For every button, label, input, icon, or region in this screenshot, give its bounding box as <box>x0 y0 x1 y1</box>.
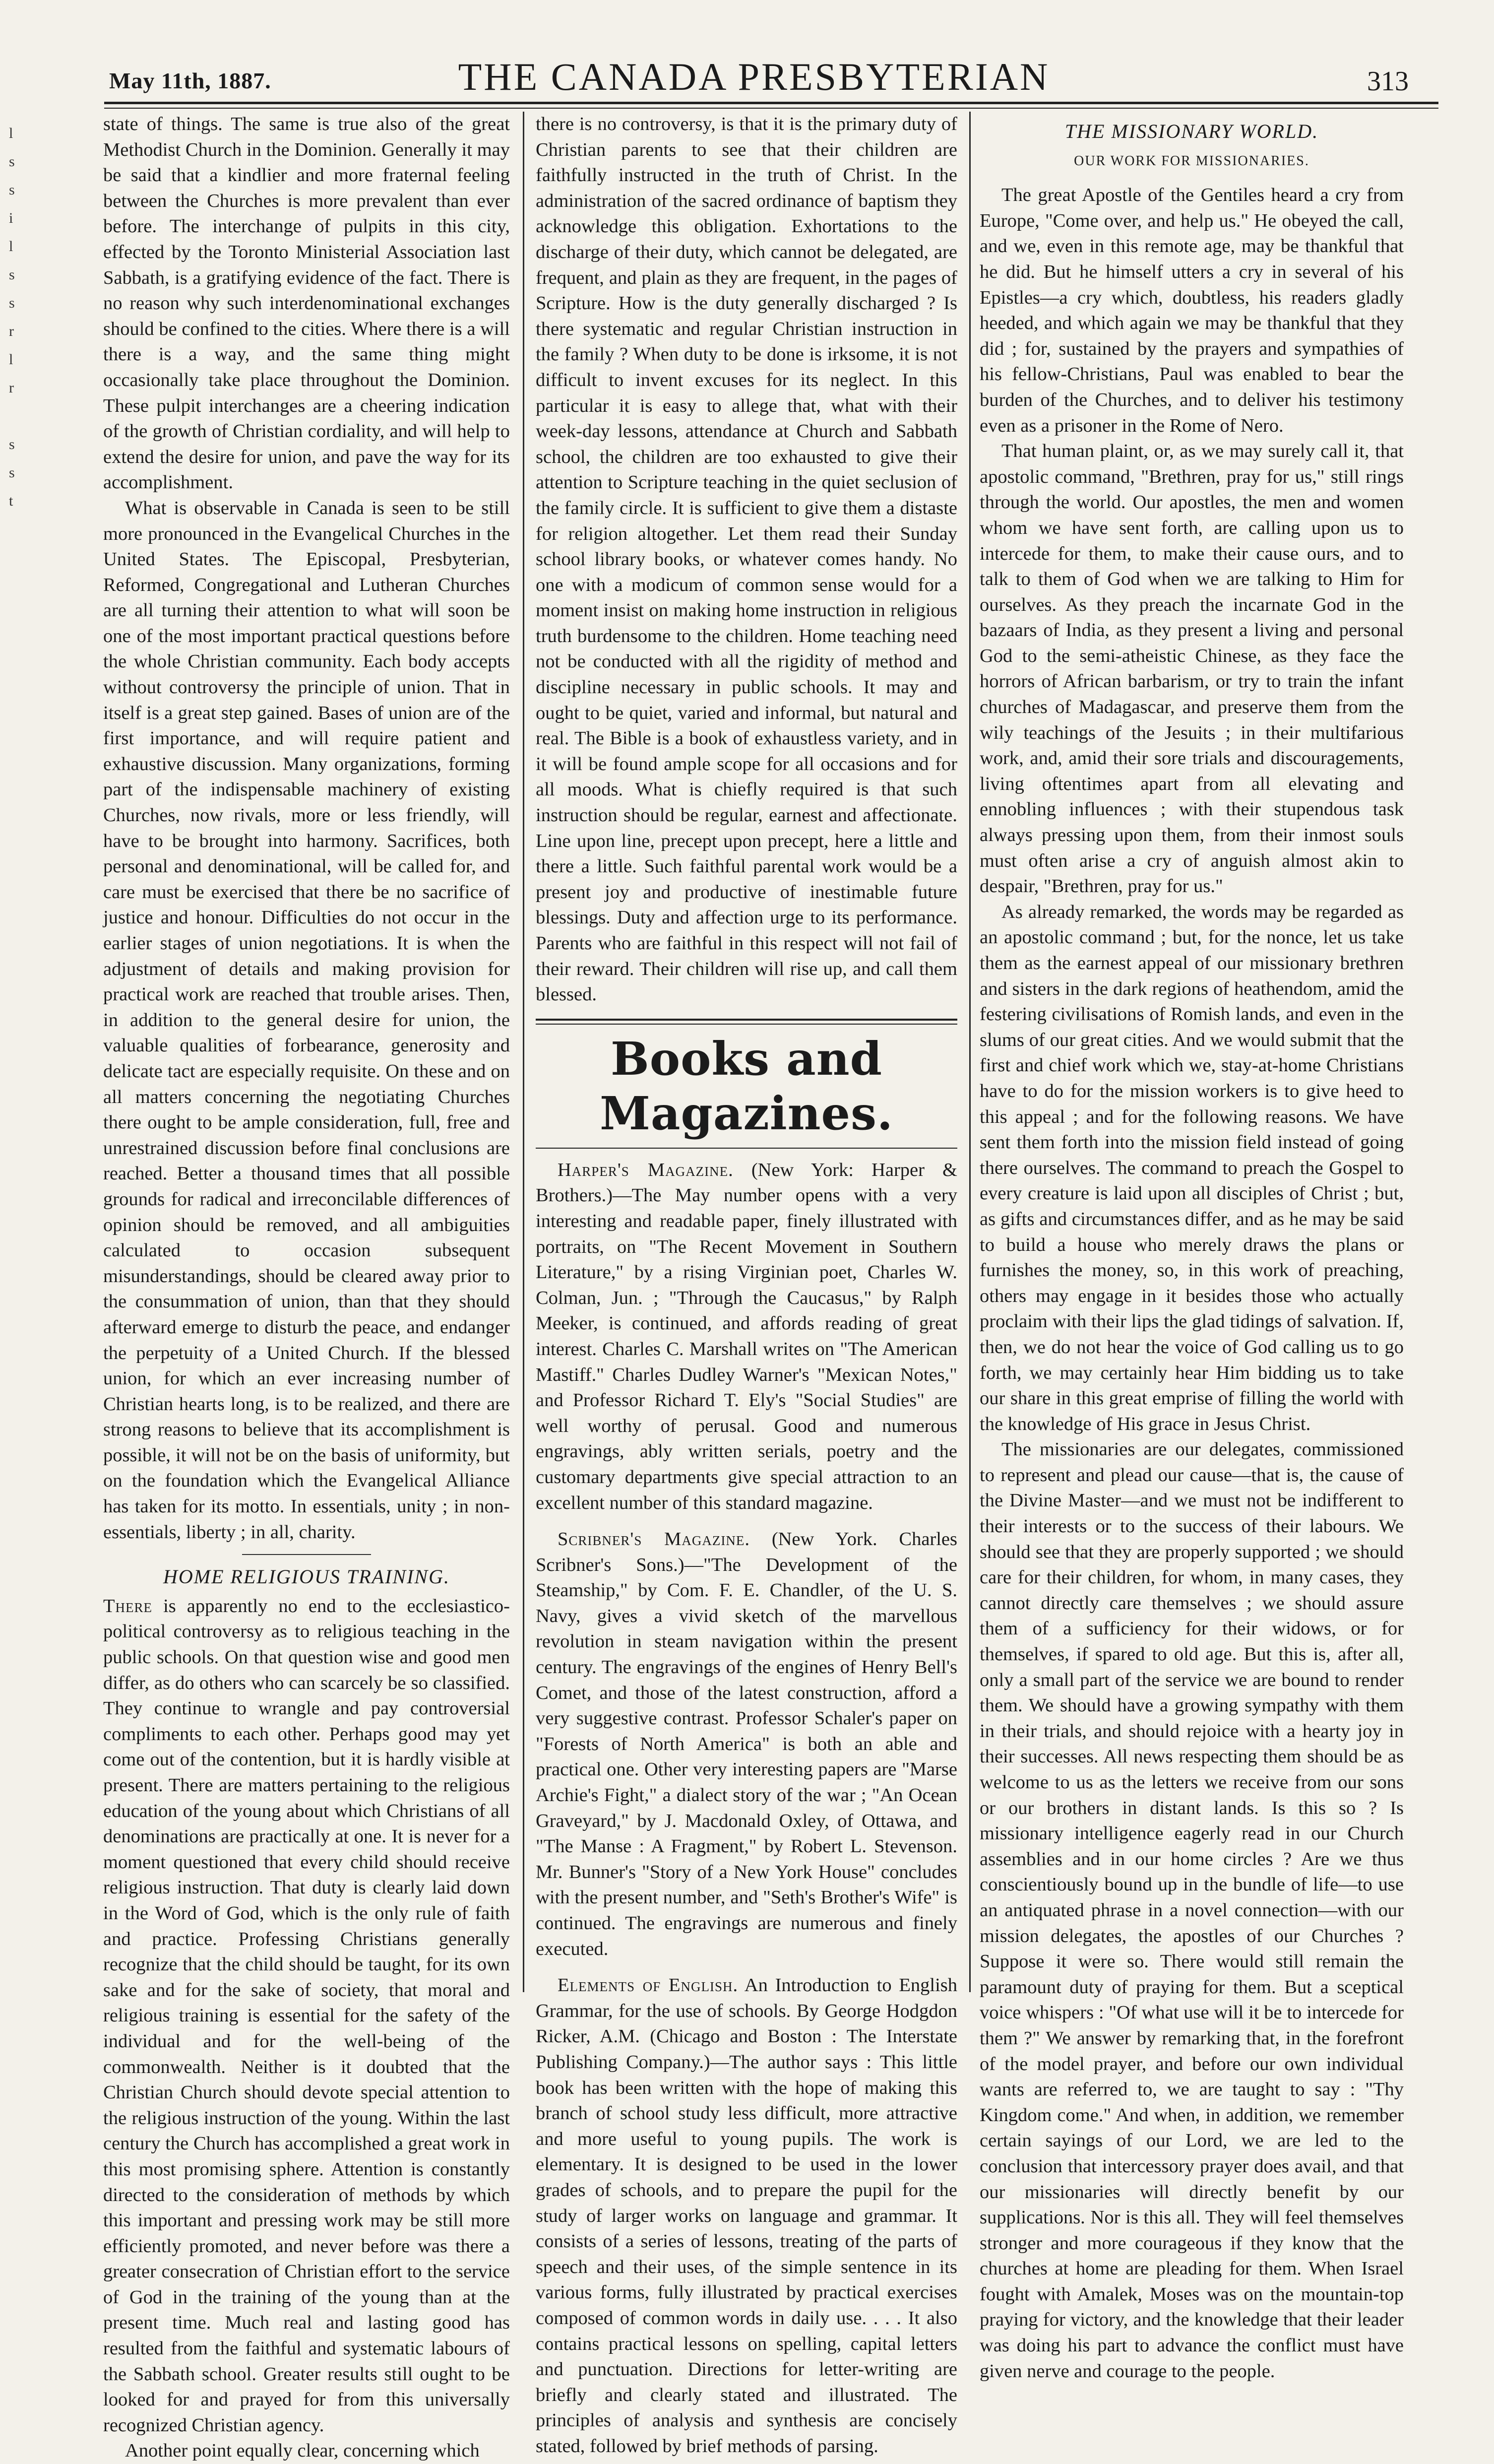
margin-mark: s <box>9 464 15 481</box>
article-paragraph: What is observable in Canada is seen to be still more pronounced in the Evangelical Churches in the United States. The Episcopal, Presbyterian, Reformed, Congregational and Lutheran Churches are all turning their attention to what will soon be one of the most important practical questions before the whole Christian community. Each body accepts without controversy the principle of union. That in itself is a great step gained. Bases of union are of the first importance, and will require patient and exhaustive discussion. Many organizations, forming part of the indispensable machinery of existing Churches, now rivals, more or less friendly, will have to be brought into harmony. Sacrifices, both personal and denominational, will be called for, and care must be exercised that there be no sacrifice of justice and honour. Difficulties do not occur in the earlier stages of union negotiations. It is when the adjustment of details and making provision for practical work are reached that trouble arises. Then, in addition to the general desire for union, the valuable qualities of forbearance, generosity and delicate tact are especially requisite. On these and on all matters concerning the negotiating Churches there ought to be ample consideration, full, free and unrestrained discussion before final conclusions are reached. Better a thousand times that all possible grounds for radical and irreconcilable differences of opinion should be removed, and all ambiguities calculated to occasion subsequent misunderstandings, should be cleared away prior to the consummation of union, than that they should afterward emerge to disturb the peace, and endanger the perpetuity of a United Church. If the blessed union, for which an ever increasing number of Christian hearts long, is to be realized, and there are strong reasons to believe that its accomplishment is possible, it will not be on the basis of uniformity, but on the foundation which the Evangelical Alliance has taken for its motto. In essentials, unity ; in non-essentials, liberty ; in all, charity. <box>103 497 510 1543</box>
column-1 <box>103 112 510 2462</box>
margin-mark: t <box>9 493 13 509</box>
margin-mark <box>9 402 29 430</box>
margin-mark: s <box>9 436 15 453</box>
margin-mark: s <box>9 266 15 283</box>
article-paragraph: As already remarked, the words may be regarded as an apostolic command ; but, for the nonce, let us take them as the earnest appeal of our missionary brethren and sisters in the dark regions of heathendom, amid the festering civilisations of Romish lands, and even in the slums of our great cities. And we would submit that the first and chief work which we, stay-at-home Christians have to do for the mission workers is to give heed to this appeal ; and for the following reasons. We have sent them forth into the mission field instead of going there ourselves. The command to preach the Gospel to every creature is laid upon all disciples of Christ ; but, as gifts and circumstances differ, and as he may be said to build a house who merely draws the plans or furnishes the money, so, in this work of preaching, others may engage in it besides those who actually proclaim with their lips the glad tidings of salvation. If, then, we do not hear the voice of God calling us to go forth, we may certainly hear Him bidding us to take our share in this great emprise of filling the world with the knowledge of His grace in Jesus Christ. <box>980 901 1404 1434</box>
margin-mark: r <box>9 323 14 339</box>
margin-marks <box>9 119 29 515</box>
review-paragraph <box>536 1158 957 1516</box>
article-paragraph: Another point equally clear, concerning which <box>125 2440 480 2462</box>
section-heading-missionary-world: THE MISSIONARY WORLD. <box>1064 120 1319 142</box>
review-paragraph <box>536 1527 957 1962</box>
column-3 <box>980 112 1404 2382</box>
margin-mark: s <box>9 182 15 198</box>
review-title: Harper's Magazine. <box>558 1159 734 1180</box>
margin-mark: l <box>9 351 13 368</box>
margin-mark: l <box>9 238 13 255</box>
article-paragraph: there is no controversy, is that it is the primary duty of Christian parents to see that their children are faithfully instructed in the truth of Christ. In the administration of the sacred ordinance of baptism they acknowledge this obligation. Exhortations to the discharge of their duty, which cannot be delegated, are frequent, and plain as they are frequent, in the pages of Scripture. How is the duty generally discharged ? Is there systematic and regular Christian instruction in the family ? When duty to be done is irksome, it is not difficult to invent excuses for its neglect. In this particular it is easy to allege that, what with their week-day lessons, attendance at Church and Sabbath school, the children are too exhausted to give their attention to Scripture teaching in the quiet seclusion of the family circle. It is sufficient to give them a distaste for religion altogether. Let them read their Sunday school library books, or whatever comes handy. No one with a modicum of common sense would for a moment insist on making home instruction in religious truth burdensome to the children. Home teaching need not be conducted with all the rigidity of method and discipline necessary in public schools. It may and ought to be quiet, varied and informal, but natural and real. The Bible is a book of exhaustless variety, and in it will be found ample scope for all occasions and for all moods. What is chiefly required is that such instruction should be regular, earnest and affectionate. Line upon line, precept upon precept, here a little and there a little. Such faithful parental work would be a present joy and productive of inestimable future blessings. Duty and affection urge to its performance. Parents who are faithful in this respect will not fail of their reward. Their children will rise up, and call them blessed. <box>536 114 957 1005</box>
page-number: 313 <box>1367 66 1409 97</box>
article-paragraph: The missionaries are our delegates, commissioned to represent and plead our cause—that is, the cause of the Divine Master—and we must not be indifferent to their interests or to the success of their labours. We should see that they are properly supported ; we should care for their children, for whom, in many cases, they cannot directly care themselves ; we should assure them of a sufficiency for their widows, or for themselves, if spared to old age. But this is, after all, only a small part of the service we are bound to render them. We should have a growing sympathy with them in their trials, and should rejoice with a hearty joy in their successes. All news respecting them should be as welcome to us as the letters we receive from our sons or our brothers in distant lands. Is this so ? Is missionary intelligence eagerly read in our Church assemblies and in our home circles ? Are we thus conscientiously bound up in the bundle of life—to use an antiquated phrase in a novel connection—with our mission delegates, the apostles of our Churches ? Suppose it were so. There would still remain the paramount duty of praying for them. But a sceptical voice whispers : "Of what use will it be to intercede for them ?" We answer by remarking that, in the forefront of the model prayer, and before our own individual wants are referred to, we are taught to say : "Thy Kingdom come." And when, in addition, we remember certain sayings of our Lord, we are led to the conclusion that intercessory prayer does avail, and that our missionaries will directly benefit by our supplications. Nor is this all. They will feel themselves stronger and more courageous if they know that the churches at home are pleading for them. When Israel fought with Amalek, Moses was on the mountain-top praying for victory, and the knowledge that their leader was doing his part to advance the conflict must have given nerve and courage to the people. <box>980 1439 1404 2382</box>
article-paragraph: state of things. The same is true also of the great Methodist Church in the Dominion. Generally it may be said that a kindlier and more fraternal feeling between the Churches is more prevalent than ever before. The interchange of pulpits in this city, effected by the Toronto Ministerial Association last Sabbath, is a gratifying evidence of the fact. There is no reason why such interdenominational exchanges should be confined to the cities. Where there is a will there is a way, and the same thing might occasionally take place throughout the Dominion. These pulpit interchanges are a cheering indication of the growth of Christian cordiality, and will help to extend the desire for union, and pave the way for its accomplishment. <box>103 114 510 493</box>
article-paragraph: That human plaint, or, as we may surely call it, that apostolic command, "Brethren, pray for us," still rings through the world. Our apostles, the men and women whom we have sent forth, are calling upon us to intercede for them, to make their cause ours, and to talk to them of God when we are talking to Him for ourselves. As they preach the incarnate God in the bazaars of India, as they present a living and personal God to the semi-atheistic Chinese, as they face the horrors of African barbarism, or try to train the infant churches of Madagascar, and preserve them from the wily teachings of the Jesuits ; in their multifarious work, and, amid their sore trials and discouragements, living oftentimes apart from all elevating and ennobling influences ; with their stupendous task always pressing upon them, from their inmost souls must often arise a cry of anguish almost akin to despair, "Brethren, pray for us." <box>980 441 1404 897</box>
masthead-rule <box>104 102 1438 104</box>
margin-mark: s <box>9 153 15 170</box>
section-rule-thin <box>536 1024 957 1025</box>
masthead-rule-thin <box>104 108 1438 109</box>
review-title: Elements of English. <box>558 1975 739 1996</box>
article-paragraph <box>103 1594 510 2439</box>
books-and-magazines-heading: Books and Magazines. <box>600 1032 893 1140</box>
paragraph-text: is apparently no end to the ecclesiastico-political controversy as to religious teaching in the public schools. On that question wise and good men differ, as do others who can scarcely be so classified. They continue to wrangle and pay controversial compliments to each other. Perhaps good may yet come out of the contention, but it is hardly visible at present. There are matters pertaining to the religious education of the young about which Christians of all denominations are practically at one. It is never for a moment questioned that every child should receive religious instruction. That duty is clearly laid down in the Word of God, which is the only rule of faith and practice. Professing Christians generally recognize that the child should be taught, for its own sake and for the sake of society, that moral and religious training is essential for the safety of the individual and for the well-being of the commonwealth. Neither is it doubted that the Christian Church should devote special attention to the religious instruction of the young. Within the last century the Church has accomplished a great work in this most promising sphere. Attention is constantly directed to the consideration of methods by which this important and pressing work may be still more efficiently promoted, and never before was there a greater consecration of Christian effort to the service of God in the training of the young than at the present time. Much real and lasting good has resulted from the faithful and systematic labours of the Sabbath school. Greater results still ought to be looked for and prayed for from this universally recognized Christian agency. <box>103 1595 510 2436</box>
issue-date: May 11th, 1887. <box>109 68 271 93</box>
section-rule <box>536 1148 957 1149</box>
review-text: (New York. Charles Scribner's Sons.)—"The Development of the Steamship," by Com. F. E. Chandler, of the U. S. Navy, gives a vivid sketch of the marvellous revolution in steam navigation within the present century. The engravings of the engines of Henry Bell's Comet, and those of the latest construction, afford a very suggestive contrast. Professor Schaler's paper on "Forests of North America" is both an able and practical one. Other very interesting papers are "Marse Archie's Fight," a dialect story of the war ; "An Ocean Graveyard," by J. Macdonald Oxley, of Ottawa, and "The Manse : A Fragment," by Robert L. Stevenson. Mr. Bunner's "Story of a New York House" concludes with the present number, and "Seth's Brother's Wife" is continued. The engravings are numerous and finely executed. <box>536 1529 957 1959</box>
paragraph-lead-word: There <box>103 1595 153 1617</box>
review-title: Scribner's Magazine. <box>558 1529 750 1550</box>
masthead <box>79 55 1429 104</box>
review-text: An Introduction to English Grammar, for the use of schools. By George Hodgdon Ricker, A.M. (Chicago and Boston : The Interstate Publishing Company.)—The author says : This little book has been written with the hope of making this branch of school study less difficult, more attractive and more useful to young pupils. The work is elementary. It is designed to be used in the lower grades of schools, and to prepare the pupil for the study of larger works on language and grammar. It consists of a series of lessons, treating of the parts of speech and their uses, of the simple sentence in its various forms, fully illustrated by practical exercises composed of common words in daily use. . . . It also contains practical lessons on spelling, capital letters and punctuation. Directions for letter-writing are briefly and clearly stated and illustrated. The principles of analysis and synthesis are concisely stated, followed by brief methods of parsing. <box>536 1975 957 2457</box>
review-text: (New York: Harper & Brothers.)—The May number opens with a very interesting and readable paper, finely illustrated with portraits, on "The Recent Movement in Southern Literature," by a rising Virginian poet, Charles W. Colman, Jun. ; "Through the Caucasus," by Ralph Meeker, is continued, and affords reading of great interest. Charles C. Marshall writes on "The American Mastiff." Charles Dudley Warner's "Mexican Notes," and Professor Richard T. Ely's "Social Studies" are well worthy of perusal. Good and numerous engravings, ably written serials, poetry and the customary departments give special attraction to an excellent number of this standard magazine. <box>536 1159 957 1513</box>
section-heading-home-religious-training: HOME RELIGIOUS TRAINING. <box>163 1565 450 1588</box>
column-2 <box>536 112 957 2457</box>
newspaper-title: THE CANADA PRESBYTERIAN <box>458 55 1050 98</box>
column-rule <box>969 112 971 1992</box>
section-rule <box>536 1019 957 1021</box>
article-paragraph: The great Apostle of the Gentiles heard a cry from Europe, "Come over, and help us." He obeyed the call, and we, even in this remote age, may be thankful that he did. But he himself utters a cry in several of his Epistles—a cry which, doubtless, his readers gladly heeded, and which again we may be thankful that they did ; for, sustained by the prayers and sympathies of his fellow-Christians, Paul was enabled to bear the burden of the Churches, and to deliver his testimony even as a prisoner in the Rome of Nero. <box>980 185 1404 436</box>
column-rule <box>523 112 524 1992</box>
margin-mark: r <box>9 380 14 396</box>
section-divider <box>242 1554 371 1555</box>
margin-mark: i <box>9 210 13 226</box>
review-paragraph <box>536 1973 957 2459</box>
margin-mark: s <box>9 295 15 311</box>
section-subheading: OUR WORK FOR MISSIONARIES. <box>1074 153 1309 169</box>
margin-mark: l <box>9 125 13 141</box>
